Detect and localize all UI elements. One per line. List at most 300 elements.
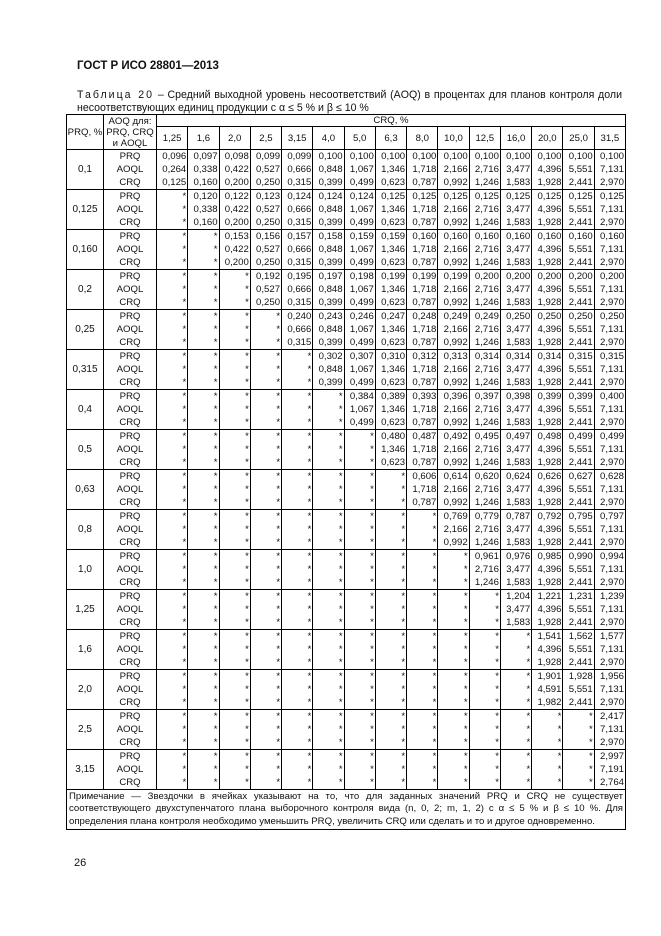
cell-value: 4,396	[537, 564, 562, 575]
cell-value: *	[401, 537, 406, 548]
cell-value: *	[182, 777, 187, 788]
cell-value: 0,160	[412, 231, 437, 242]
cell-value: *	[245, 671, 249, 682]
data-cell	[344, 630, 375, 670]
cell-value: *	[245, 737, 249, 748]
cell-value: 5,551	[568, 644, 593, 655]
cell-value: 1,204	[506, 591, 531, 602]
cell-value: 0,499	[599, 431, 624, 442]
cell-value: *	[213, 644, 218, 655]
cell-value: 0,315	[287, 257, 312, 268]
cell-value: 0,338	[193, 164, 218, 175]
row-label: PRQ	[119, 351, 141, 362]
aoq-table	[66, 114, 626, 830]
cell-value: 2,166	[443, 364, 468, 375]
cell-value: 0,200	[224, 177, 249, 188]
data-cell	[157, 750, 188, 790]
cell-value: 0,497	[506, 431, 531, 442]
cell-value: 2,441	[568, 497, 593, 508]
cell-value: *	[307, 657, 312, 668]
data-cell	[188, 230, 219, 270]
cell-value: 3,477	[506, 204, 531, 215]
cell-value: *	[213, 404, 218, 415]
prq-value: 2,5	[67, 710, 104, 750]
cell-value: 4,591	[537, 684, 562, 695]
row-label: CRQ	[119, 577, 141, 588]
cell-value: 1,246	[474, 537, 499, 548]
cell-value: 1,067	[349, 404, 374, 415]
cell-value: *	[213, 591, 218, 602]
cell-value: *	[182, 271, 187, 282]
cell-value: 1,583	[506, 497, 531, 508]
cell-value: 0,125	[506, 191, 531, 202]
cell-value: 0,787	[412, 457, 437, 468]
cell-value: 7,131	[599, 684, 624, 695]
prq-value: 0,125	[67, 190, 104, 230]
cell-value: *	[338, 471, 343, 482]
cell-value: 0,160	[474, 231, 499, 242]
cell-value: 0,160	[193, 177, 218, 188]
cell-value: *	[213, 471, 218, 482]
data-cell	[594, 670, 625, 710]
cell-value: *	[307, 724, 312, 735]
cell-value: 2,716	[474, 164, 499, 175]
cell-value: 0,623	[381, 257, 406, 268]
cell-value: *	[213, 377, 218, 388]
cell-value: *	[276, 671, 281, 682]
cell-value: *	[182, 751, 187, 762]
cell-value: *	[276, 617, 281, 628]
cell-value: 1,583	[506, 177, 531, 188]
cell-value: 2,764	[599, 777, 624, 788]
data-cell	[563, 590, 594, 630]
cell-value: 1,956	[599, 671, 624, 682]
cell-value: *	[401, 644, 406, 655]
row-label: CRQ	[119, 617, 141, 628]
cell-value: *	[338, 777, 343, 788]
cell-value: *	[245, 604, 249, 615]
cell-value: 0,992	[443, 497, 468, 508]
cell-value: *	[276, 404, 281, 415]
cell-value: *	[245, 724, 249, 735]
cell-value: *	[463, 737, 468, 748]
cell-value: 0,100	[506, 151, 531, 162]
data-cell	[157, 510, 188, 550]
data-cell	[282, 390, 313, 430]
cell-value: 5,551	[568, 444, 593, 455]
data-cell	[500, 750, 531, 790]
cell-value: *	[370, 564, 374, 575]
cell-value: 4,396	[537, 364, 562, 375]
cell-value: *	[463, 764, 468, 775]
cell-value: *	[245, 311, 249, 322]
cell-value: *	[245, 537, 249, 548]
cell-value: *	[213, 391, 218, 402]
cell-value: 0,787	[412, 177, 437, 188]
prq-value: 1,6	[67, 630, 104, 670]
data-cell	[250, 270, 281, 310]
row-labels	[104, 670, 157, 710]
cell-value: 0,398	[506, 391, 531, 402]
data-cell	[250, 310, 281, 350]
cell-value: 0,125	[381, 191, 406, 202]
cell-value: *	[276, 577, 281, 588]
cell-value: *	[401, 604, 406, 615]
cell-value: 2,441	[568, 177, 593, 188]
cell-value: *	[495, 671, 499, 682]
data-cell	[188, 270, 219, 310]
cell-value: *	[338, 724, 343, 735]
data-cell	[188, 590, 219, 630]
cell-value: *	[213, 351, 218, 362]
cell-value: *	[526, 644, 531, 655]
cell-value: *	[370, 671, 374, 682]
crq-value-header: 8,0	[407, 127, 438, 150]
cell-value: *	[213, 431, 218, 442]
cell-value: 1,239	[599, 591, 624, 602]
cell-value: *	[245, 684, 249, 695]
data-cell	[532, 150, 563, 190]
cell-value: *	[370, 764, 374, 775]
cell-value: 0,314	[537, 351, 562, 362]
cell-value: 0,787	[412, 217, 437, 228]
cell-value: 0,338	[193, 204, 218, 215]
cell-value: *	[182, 631, 187, 642]
cell-value: *	[213, 564, 218, 575]
cell-value: *	[432, 764, 437, 775]
row-labels	[104, 630, 157, 670]
cell-value: *	[338, 511, 343, 522]
cell-value: *	[557, 764, 562, 775]
cell-value: *	[245, 484, 249, 495]
cell-value: 0,787	[412, 257, 437, 268]
cell-value: *	[401, 617, 406, 628]
data-cell	[282, 750, 313, 790]
cell-value: 0,787	[412, 337, 437, 348]
data-cell	[563, 230, 594, 270]
row-label: AOQL	[116, 524, 144, 535]
data-cell	[250, 710, 281, 750]
cell-value: 0,527	[256, 244, 281, 255]
cell-value: 0,399	[568, 391, 593, 402]
data-cell	[375, 230, 406, 270]
data-cell	[188, 470, 219, 510]
cell-value: 1,346	[381, 364, 406, 375]
cell-value: 2,166	[443, 524, 468, 535]
cell-value: 0,160	[568, 231, 593, 242]
cell-value: *	[213, 711, 218, 722]
data-cell	[157, 710, 188, 750]
cell-value: *	[495, 777, 499, 788]
row-labels	[104, 310, 157, 350]
cell-value: *	[182, 484, 187, 495]
cell-value: 0,499	[349, 177, 374, 188]
cell-value: *	[338, 644, 343, 655]
cell-value: 0,623	[381, 457, 406, 468]
cell-value: *	[463, 577, 468, 588]
cell-value: *	[432, 524, 437, 535]
data-cell	[594, 350, 625, 390]
data-cell	[500, 390, 531, 430]
cell-value: 4,396	[537, 324, 562, 335]
cell-value: 2,716	[474, 324, 499, 335]
cell-value: *	[370, 644, 374, 655]
data-cell	[532, 430, 563, 470]
cell-value: 0,100	[318, 151, 343, 162]
data-cell	[407, 590, 438, 630]
cell-value: *	[463, 644, 468, 655]
cell-value: *	[588, 764, 593, 775]
cell-value: 1,562	[568, 631, 593, 642]
cell-value: *	[432, 511, 437, 522]
cell-value: *	[245, 404, 249, 415]
data-cell	[219, 430, 250, 470]
cell-value: *	[276, 697, 281, 708]
cell-value: *	[588, 777, 593, 788]
cell-value: *	[338, 551, 343, 562]
cell-value: *	[245, 417, 249, 428]
cell-value: *	[338, 564, 343, 575]
cell-value: 1,718	[412, 164, 437, 175]
cell-value: *	[307, 511, 312, 522]
cell-value: *	[245, 284, 249, 295]
cell-value: 1,067	[349, 364, 374, 375]
data-cell	[282, 150, 313, 190]
cell-value: *	[307, 364, 312, 375]
cell-value: *	[338, 671, 343, 682]
cell-value: *	[213, 311, 218, 322]
data-cell	[344, 590, 375, 630]
cell-value: 0,160	[443, 231, 468, 242]
cell-value: 0,623	[381, 377, 406, 388]
cell-value: *	[495, 737, 499, 748]
cell-value: 1,583	[506, 257, 531, 268]
cell-value: 0,197	[318, 271, 343, 282]
data-cell	[500, 590, 531, 630]
cell-value: 0,495	[474, 431, 499, 442]
cell-value: 0,626	[537, 471, 562, 482]
data-cell	[188, 310, 219, 350]
data-cell	[407, 190, 438, 230]
data-cell	[594, 630, 625, 670]
data-cell	[282, 470, 313, 510]
crq-value-header: 12,5	[469, 127, 500, 150]
data-cell	[532, 390, 563, 430]
cell-value: 1,718	[412, 484, 437, 495]
cell-value: 4,396	[537, 644, 562, 655]
cell-value: 3,477	[506, 404, 531, 415]
cell-value: 1,583	[506, 337, 531, 348]
cell-value: *	[338, 457, 343, 468]
row-label: AOQL	[116, 284, 144, 295]
cell-value: 2,716	[474, 244, 499, 255]
cell-value: *	[338, 484, 343, 495]
cell-value: *	[432, 724, 437, 735]
data-cell	[219, 630, 250, 670]
row-labels	[104, 550, 157, 590]
data-cell	[344, 430, 375, 470]
data-cell	[344, 390, 375, 430]
cell-value: *	[213, 284, 218, 295]
cell-value: 0,848	[318, 284, 343, 295]
cell-value: *	[182, 217, 187, 228]
cell-value: *	[401, 764, 406, 775]
data-cell	[532, 270, 563, 310]
row-labels	[104, 150, 157, 190]
cell-value: 2,166	[443, 444, 468, 455]
cell-value: *	[276, 497, 281, 508]
cell-value: 0,399	[537, 391, 562, 402]
cell-value: *	[370, 577, 374, 588]
table-row	[67, 270, 626, 310]
cell-value: 0,160	[537, 231, 562, 242]
cell-value: *	[182, 511, 187, 522]
data-cell	[563, 710, 594, 750]
data-cell	[313, 470, 344, 510]
cell-value: *	[307, 551, 312, 562]
cell-value: *	[182, 764, 187, 775]
cell-value: 0,315	[287, 297, 312, 308]
crq-value-header: 10,0	[438, 127, 469, 150]
prq-value: 0,160	[67, 230, 104, 270]
crq-header: CRQ, %	[157, 115, 626, 127]
cell-value: 0,250	[256, 217, 281, 228]
cell-value: 2,997	[599, 751, 624, 762]
cell-value: *	[276, 551, 281, 562]
row-label: PRQ	[119, 591, 141, 602]
cell-value: 0,100	[537, 151, 562, 162]
cell-value: 7,131	[599, 444, 624, 455]
data-cell	[219, 750, 250, 790]
aoq-column-header: AOQ для: PRQ, CRQ и AOQL	[104, 115, 157, 150]
data-cell	[469, 350, 500, 390]
cell-value: 0,200	[506, 271, 531, 282]
cell-value: *	[401, 751, 406, 762]
cell-value: *	[182, 617, 187, 628]
cell-value: 7,131	[599, 404, 624, 415]
data-cell	[594, 750, 625, 790]
cell-value: *	[370, 604, 374, 615]
cell-value: *	[370, 631, 374, 642]
row-label: PRQ	[119, 631, 141, 642]
data-cell	[157, 310, 188, 350]
data-cell	[500, 550, 531, 590]
crq-value-header: 5,0	[344, 127, 375, 150]
cell-value: *	[182, 311, 187, 322]
data-cell	[438, 590, 469, 630]
cell-value: *	[432, 577, 437, 588]
cell-value: 0,247	[381, 311, 406, 322]
cell-value: *	[432, 684, 437, 695]
cell-value: *	[588, 711, 593, 722]
cell-value: 0,499	[349, 257, 374, 268]
cell-value: 0,499	[349, 217, 374, 228]
cell-value: *	[307, 577, 312, 588]
row-label: CRQ	[119, 657, 141, 668]
cell-value: *	[370, 537, 374, 548]
cell-value: *	[245, 497, 249, 508]
data-cell	[563, 470, 594, 510]
cell-value: 0,992	[443, 537, 468, 548]
cell-value: *	[245, 377, 249, 388]
cell-value: 0,096	[162, 151, 187, 162]
cell-value: 0,422	[224, 204, 249, 215]
cell-value: *	[338, 684, 343, 695]
cell-value: 0,314	[474, 351, 499, 362]
cell-value: 5,551	[568, 564, 593, 575]
cell-value: *	[526, 631, 531, 642]
prq-value: 0,8	[67, 510, 104, 550]
cell-value: *	[276, 311, 281, 322]
data-cell	[344, 470, 375, 510]
cell-value: 1,541	[537, 631, 562, 642]
table-number: Таблица 20	[77, 89, 155, 101]
data-cell	[188, 750, 219, 790]
data-cell	[438, 350, 469, 390]
data-cell	[407, 510, 438, 550]
cell-value: 1,928	[537, 417, 562, 428]
cell-value: *	[526, 777, 531, 788]
cell-value: *	[245, 657, 249, 668]
crq-value-header: 2,0	[219, 127, 250, 150]
cell-value: 0,100	[568, 151, 593, 162]
row-label: AOQL	[116, 444, 144, 455]
table-row	[67, 430, 626, 470]
cell-value: *	[338, 404, 343, 415]
cell-value: *	[213, 337, 218, 348]
cell-value: *	[557, 711, 562, 722]
cell-value: *	[401, 591, 406, 602]
cell-value: 0,992	[443, 457, 468, 468]
row-label: CRQ	[119, 497, 141, 508]
data-cell	[594, 190, 625, 230]
cell-value: *	[213, 444, 218, 455]
data-cell	[250, 150, 281, 190]
cell-value: 0,125	[474, 191, 499, 202]
row-label: AOQL	[116, 364, 144, 375]
cell-value: *	[213, 484, 218, 495]
data-cell	[250, 590, 281, 630]
cell-value: *	[182, 551, 187, 562]
cell-value: *	[338, 617, 343, 628]
row-label: PRQ	[119, 551, 141, 562]
cell-value: 0,623	[381, 217, 406, 228]
cell-value: 0,666	[287, 164, 312, 175]
cell-value: *	[463, 591, 468, 602]
cell-value: 3,477	[506, 604, 531, 615]
data-cell	[282, 670, 313, 710]
cell-value: *	[182, 377, 187, 388]
cell-value: *	[557, 777, 562, 788]
cell-value: *	[401, 564, 406, 575]
data-cell	[250, 670, 281, 710]
data-cell	[407, 150, 438, 190]
cell-value: 0,246	[349, 311, 374, 322]
data-cell	[250, 750, 281, 790]
data-cell	[250, 470, 281, 510]
cell-value: 1,067	[349, 324, 374, 335]
cell-value: *	[432, 777, 437, 788]
table-row	[67, 670, 626, 710]
data-cell	[313, 190, 344, 230]
row-label: CRQ	[119, 257, 141, 268]
cell-value: *	[213, 631, 218, 642]
cell-value: *	[370, 697, 374, 708]
cell-value: *	[245, 471, 249, 482]
cell-value: 0,787	[412, 497, 437, 508]
cell-value: *	[276, 751, 281, 762]
data-cell	[219, 190, 250, 230]
